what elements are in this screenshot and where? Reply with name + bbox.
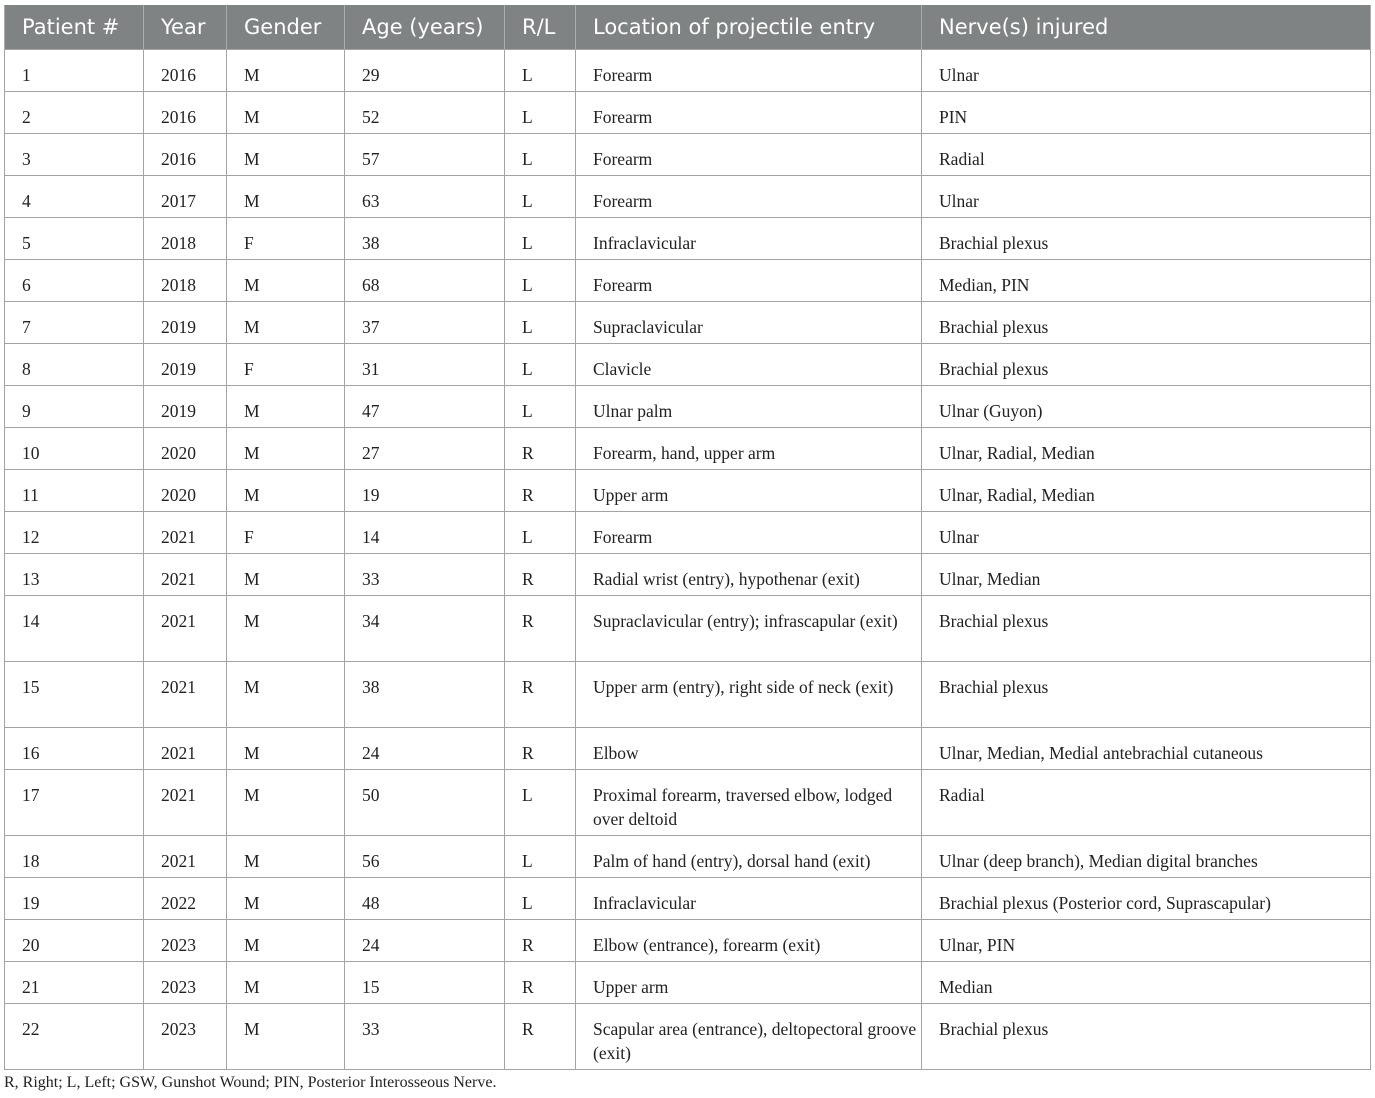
cell-location: Radial wrist (entry), hypothenar (exit) — [576, 554, 922, 596]
cell-nerves: Ulnar, Radial, Median — [922, 428, 1371, 470]
cell-year: 2019 — [144, 386, 227, 428]
cell-age: 57 — [345, 134, 505, 176]
cell-gender: M — [227, 920, 345, 962]
cell-location: Forearm — [576, 50, 922, 92]
cell-location: Infraclavicular — [576, 218, 922, 260]
cell-patient: 14 — [5, 596, 144, 662]
cell-patient: 9 — [5, 386, 144, 428]
cell-nerves: Brachial plexus — [922, 596, 1371, 662]
cell-gender: M — [227, 260, 345, 302]
cell-age: 47 — [345, 386, 505, 428]
cell-nerves: Brachial plexus — [922, 1004, 1371, 1070]
table-row — [5, 878, 1371, 920]
cell-nerves: Brachial plexus — [922, 662, 1371, 728]
cell-nerves: Ulnar (Guyon) — [922, 386, 1371, 428]
cell-nerves: Brachial plexus (Posterior cord, Suprascapular) — [922, 878, 1371, 920]
cell-side: L — [505, 512, 576, 554]
cell-gender: M — [227, 662, 345, 728]
table-row — [5, 512, 1371, 554]
cell-patient: 2 — [5, 92, 144, 134]
cell-side: L — [505, 176, 576, 218]
table-row — [5, 554, 1371, 596]
cell-year: 2016 — [144, 92, 227, 134]
cell-gender: M — [227, 470, 345, 512]
cell-side: R — [505, 662, 576, 728]
cell-gender: M — [227, 302, 345, 344]
table-row — [5, 662, 1371, 728]
cell-age: 50 — [345, 770, 505, 836]
cell-gender: F — [227, 218, 345, 260]
cell-year: 2018 — [144, 218, 227, 260]
cell-side: L — [505, 302, 576, 344]
header-side: R/L — [505, 5, 576, 50]
cell-nerves: PIN — [922, 92, 1371, 134]
table-row — [5, 344, 1371, 386]
table-row — [5, 470, 1371, 512]
cell-patient: 15 — [5, 662, 144, 728]
cell-patient: 12 — [5, 512, 144, 554]
cell-location: Supraclavicular (entry); infrascapular (exit) — [576, 596, 922, 662]
cell-year: 2021 — [144, 836, 227, 878]
table-row — [5, 218, 1371, 260]
cell-year: 2020 — [144, 428, 227, 470]
cell-age: 63 — [345, 176, 505, 218]
cell-gender: M — [227, 770, 345, 836]
cell-age: 19 — [345, 470, 505, 512]
cell-side: L — [505, 770, 576, 836]
cell-age: 56 — [345, 836, 505, 878]
cell-nerves: Brachial plexus — [922, 344, 1371, 386]
cell-year: 2021 — [144, 728, 227, 770]
cell-nerves: Brachial plexus — [922, 302, 1371, 344]
cell-year: 2016 — [144, 134, 227, 176]
cell-nerves: Ulnar, PIN — [922, 920, 1371, 962]
cell-side: L — [505, 344, 576, 386]
cell-nerves: Ulnar — [922, 176, 1371, 218]
cell-age: 38 — [345, 662, 505, 728]
cell-patient: 13 — [5, 554, 144, 596]
header-gender: Gender — [227, 5, 345, 50]
cell-age: 52 — [345, 92, 505, 134]
cell-year: 2017 — [144, 176, 227, 218]
cell-nerves: Ulnar — [922, 50, 1371, 92]
cell-location: Ulnar palm — [576, 386, 922, 428]
cell-nerves: Ulnar — [922, 512, 1371, 554]
cell-location: Supraclavicular — [576, 302, 922, 344]
cell-nerves: Median, PIN — [922, 260, 1371, 302]
cell-location: Upper arm — [576, 962, 922, 1004]
cell-side: L — [505, 260, 576, 302]
cell-nerves: Ulnar, Median — [922, 554, 1371, 596]
cell-year: 2020 — [144, 470, 227, 512]
cell-gender: M — [227, 428, 345, 470]
cell-gender: M — [227, 176, 345, 218]
table-row — [5, 1004, 1371, 1070]
cell-patient: 4 — [5, 176, 144, 218]
header-age: Age (years) — [345, 5, 505, 50]
cell-patient: 17 — [5, 770, 144, 836]
cell-patient: 21 — [5, 962, 144, 1004]
cell-patient: 8 — [5, 344, 144, 386]
cell-age: 48 — [345, 878, 505, 920]
patient-table — [4, 5, 1371, 1070]
cell-year: 2021 — [144, 596, 227, 662]
cell-gender: M — [227, 554, 345, 596]
cell-side: L — [505, 878, 576, 920]
cell-location: Elbow (entrance), forearm (exit) — [576, 920, 922, 962]
cell-gender: M — [227, 50, 345, 92]
cell-year: 2021 — [144, 512, 227, 554]
header-row — [5, 5, 1371, 50]
cell-location: Scapular area (entrance), deltopectoral groove (exit) — [576, 1004, 922, 1070]
cell-patient: 10 — [5, 428, 144, 470]
cell-year: 2023 — [144, 1004, 227, 1070]
cell-nerves: Ulnar (deep branch), Median digital branches — [922, 836, 1371, 878]
cell-age: 33 — [345, 554, 505, 596]
cell-location: Proximal forearm, traversed elbow, lodged over deltoid — [576, 770, 922, 836]
cell-location: Clavicle — [576, 344, 922, 386]
cell-age: 27 — [345, 428, 505, 470]
cell-year: 2023 — [144, 920, 227, 962]
table-row — [5, 770, 1371, 836]
cell-gender: F — [227, 344, 345, 386]
table-body — [5, 50, 1371, 1070]
header-location: Location of projectile entry — [576, 5, 922, 50]
cell-patient: 11 — [5, 470, 144, 512]
cell-age: 38 — [345, 218, 505, 260]
table-row — [5, 596, 1371, 662]
cell-side: L — [505, 50, 576, 92]
cell-side: R — [505, 428, 576, 470]
cell-side: R — [505, 920, 576, 962]
cell-location: Palm of hand (entry), dorsal hand (exit) — [576, 836, 922, 878]
cell-age: 15 — [345, 962, 505, 1004]
cell-nerves: Brachial plexus — [922, 218, 1371, 260]
cell-gender: F — [227, 512, 345, 554]
cell-nerves: Radial — [922, 134, 1371, 176]
cell-age: 14 — [345, 512, 505, 554]
table-row — [5, 92, 1371, 134]
cell-age: 68 — [345, 260, 505, 302]
cell-year: 2018 — [144, 260, 227, 302]
cell-gender: M — [227, 836, 345, 878]
cell-location: Forearm — [576, 92, 922, 134]
cell-side: L — [505, 836, 576, 878]
cell-year: 2021 — [144, 662, 227, 728]
cell-age: 24 — [345, 920, 505, 962]
cell-gender: M — [227, 386, 345, 428]
cell-location: Forearm — [576, 260, 922, 302]
cell-side: R — [505, 962, 576, 1004]
cell-nerves: Ulnar, Radial, Median — [922, 470, 1371, 512]
header-year: Year — [144, 5, 227, 50]
cell-nerves: Median — [922, 962, 1371, 1004]
cell-year: 2021 — [144, 554, 227, 596]
cell-side: R — [505, 470, 576, 512]
cell-year: 2016 — [144, 50, 227, 92]
cell-age: 24 — [345, 728, 505, 770]
cell-age: 34 — [345, 596, 505, 662]
cell-gender: M — [227, 878, 345, 920]
cell-patient: 7 — [5, 302, 144, 344]
cell-location: Forearm — [576, 176, 922, 218]
cell-patient: 5 — [5, 218, 144, 260]
table-row — [5, 176, 1371, 218]
cell-age: 33 — [345, 1004, 505, 1070]
cell-year: 2021 — [144, 770, 227, 836]
table-footnote: R, Right; L, Left; GSW, Gunshot Wound; PIN, Posterior Interosseous Nerve. — [4, 1074, 497, 1091]
cell-gender: M — [227, 596, 345, 662]
cell-side: L — [505, 386, 576, 428]
cell-side: L — [505, 134, 576, 176]
cell-gender: M — [227, 134, 345, 176]
cell-year: 2019 — [144, 302, 227, 344]
cell-patient: 3 — [5, 134, 144, 176]
cell-patient: 1 — [5, 50, 144, 92]
cell-age: 29 — [345, 50, 505, 92]
cell-patient: 18 — [5, 836, 144, 878]
cell-patient: 19 — [5, 878, 144, 920]
cell-year: 2022 — [144, 878, 227, 920]
table-row — [5, 428, 1371, 470]
cell-age: 37 — [345, 302, 505, 344]
header-patient: Patient # — [5, 5, 144, 50]
cell-year: 2019 — [144, 344, 227, 386]
cell-nerves: Ulnar, Median, Medial antebrachial cutaneous — [922, 728, 1371, 770]
cell-location: Upper arm (entry), right side of neck (exit) — [576, 662, 922, 728]
cell-patient: 20 — [5, 920, 144, 962]
cell-patient: 6 — [5, 260, 144, 302]
header-nerves: Nerve(s) injured — [922, 5, 1371, 50]
cell-side: R — [505, 1004, 576, 1070]
cell-side: R — [505, 596, 576, 662]
cell-side: L — [505, 92, 576, 134]
table-row — [5, 386, 1371, 428]
cell-side: R — [505, 728, 576, 770]
cell-patient: 22 — [5, 1004, 144, 1070]
cell-side: R — [505, 554, 576, 596]
table-row — [5, 836, 1371, 878]
table-row — [5, 962, 1371, 1004]
cell-location: Infraclavicular — [576, 878, 922, 920]
cell-nerves: Radial — [922, 770, 1371, 836]
cell-gender: M — [227, 728, 345, 770]
table-row — [5, 260, 1371, 302]
cell-gender: M — [227, 962, 345, 1004]
cell-gender: M — [227, 92, 345, 134]
cell-age: 31 — [345, 344, 505, 386]
cell-location: Upper arm — [576, 470, 922, 512]
cell-patient: 16 — [5, 728, 144, 770]
table-row — [5, 920, 1371, 962]
cell-side: L — [505, 218, 576, 260]
table-row — [5, 50, 1371, 92]
table-row — [5, 728, 1371, 770]
cell-location: Elbow — [576, 728, 922, 770]
cell-location: Forearm, hand, upper arm — [576, 428, 922, 470]
cell-location: Forearm — [576, 512, 922, 554]
table-row — [5, 302, 1371, 344]
cell-location: Forearm — [576, 134, 922, 176]
cell-year: 2023 — [144, 962, 227, 1004]
table-row — [5, 134, 1371, 176]
cell-gender: M — [227, 1004, 345, 1070]
